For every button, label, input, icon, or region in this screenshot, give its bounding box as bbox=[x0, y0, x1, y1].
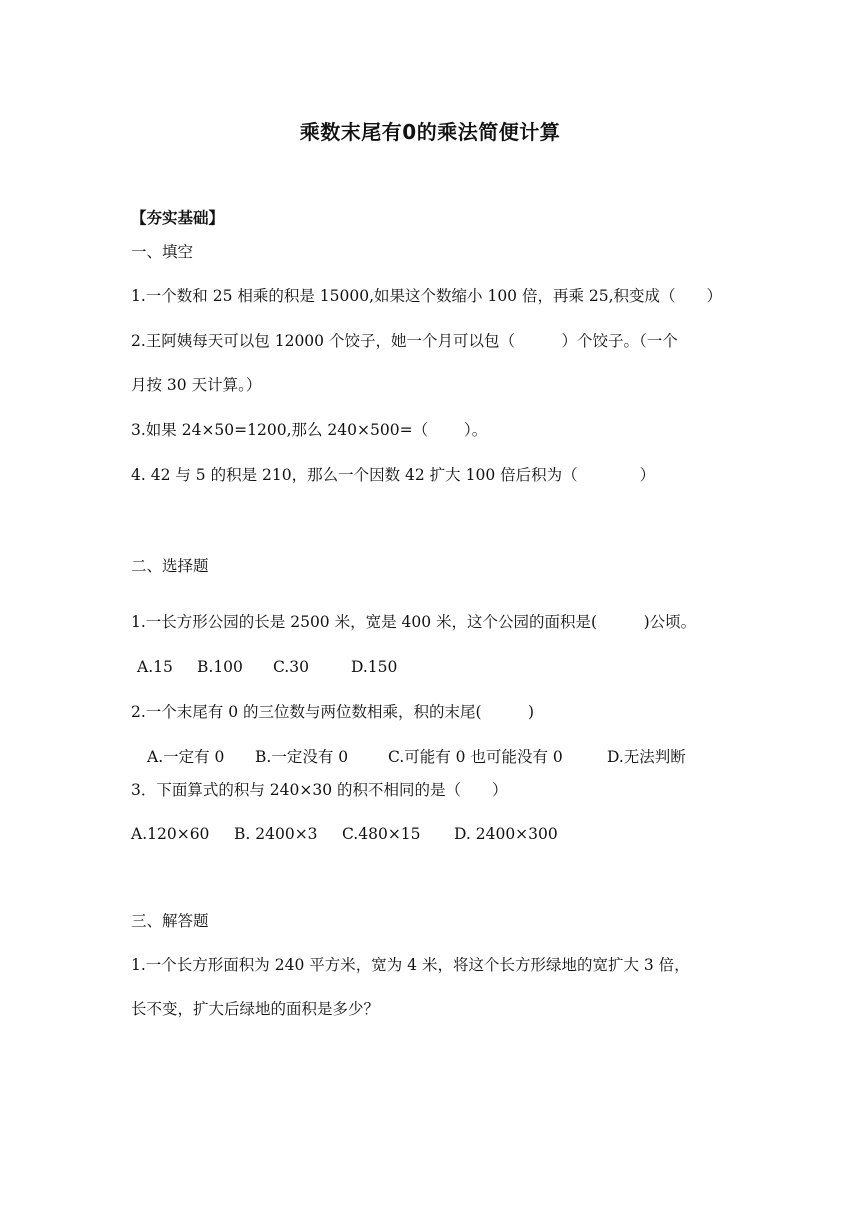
fill-question-3: 3.如果 24×50=1200,那么 240×500=（ ）。 bbox=[131, 421, 488, 439]
option-d: D.150 bbox=[351, 658, 398, 676]
choice-question-2-options bbox=[147, 747, 686, 767]
choice-question-1: 1.一长方形公园的长是 2500 米，宽是 400 米，这个公园的面积是( )公顷。 bbox=[131, 613, 697, 631]
fill-question-2-line-1: 2.王阿姨每天可以包 12000 个饺子，她一个月可以包（ ）个饺子。（一个 bbox=[131, 332, 678, 350]
option-a: A.一定有 0 bbox=[147, 748, 225, 766]
part1-heading: 一、填空 bbox=[131, 243, 194, 261]
choice-question-3-options bbox=[131, 824, 558, 844]
section-tag: 【夯实基础】 bbox=[131, 209, 225, 227]
option-c: C.480×15 bbox=[342, 825, 421, 843]
choice-question-1-options bbox=[137, 657, 397, 677]
page-title: 乘数末尾有0的乘法简便计算 bbox=[299, 120, 561, 144]
answer-question-1-line-1: 1.一个长方形面积为 240 平方米，宽为 4 米，将这个长方形绿地的宽扩大 3 倍， bbox=[131, 956, 690, 974]
option-c: C.30 bbox=[273, 658, 309, 676]
option-b: B.一定没有 0 bbox=[255, 748, 349, 766]
choice-question-3: 3．下面算式的积与 240×30 的积不相同的是（ ） bbox=[131, 781, 508, 799]
option-d: D. 2400×300 bbox=[454, 825, 558, 843]
part2-heading: 二、选择题 bbox=[131, 557, 209, 575]
option-a: A.120×60 bbox=[131, 825, 210, 843]
option-a: A.15 bbox=[137, 658, 173, 676]
option-c: C.可能有 0 也可能没有 0 bbox=[388, 748, 563, 766]
option-d: D.无法判断 bbox=[607, 748, 686, 766]
option-b: B.100 bbox=[197, 658, 243, 676]
answer-question-1-line-2: 长不变，扩大后绿地的面积是多少？ bbox=[131, 1000, 380, 1018]
fill-question-2-line-2: 月按 30 天计算。） bbox=[131, 376, 262, 394]
fill-question-4: 4. 42 与 5 的积是 210，那么一个因数 42 扩大 100 倍后积为（ ） bbox=[131, 466, 656, 484]
fill-question-1: 1.一个数和 25 相乘的积是 15000,如果这个数缩小 100 倍，再乘 25,积变成（ ） bbox=[131, 287, 723, 305]
option-b: B. 2400×3 bbox=[234, 825, 318, 843]
part3-heading: 三、解答题 bbox=[131, 912, 209, 930]
choice-question-2: 2.一个末尾有 0 的三位数与两位数相乘，积的末尾( ) bbox=[131, 703, 535, 721]
